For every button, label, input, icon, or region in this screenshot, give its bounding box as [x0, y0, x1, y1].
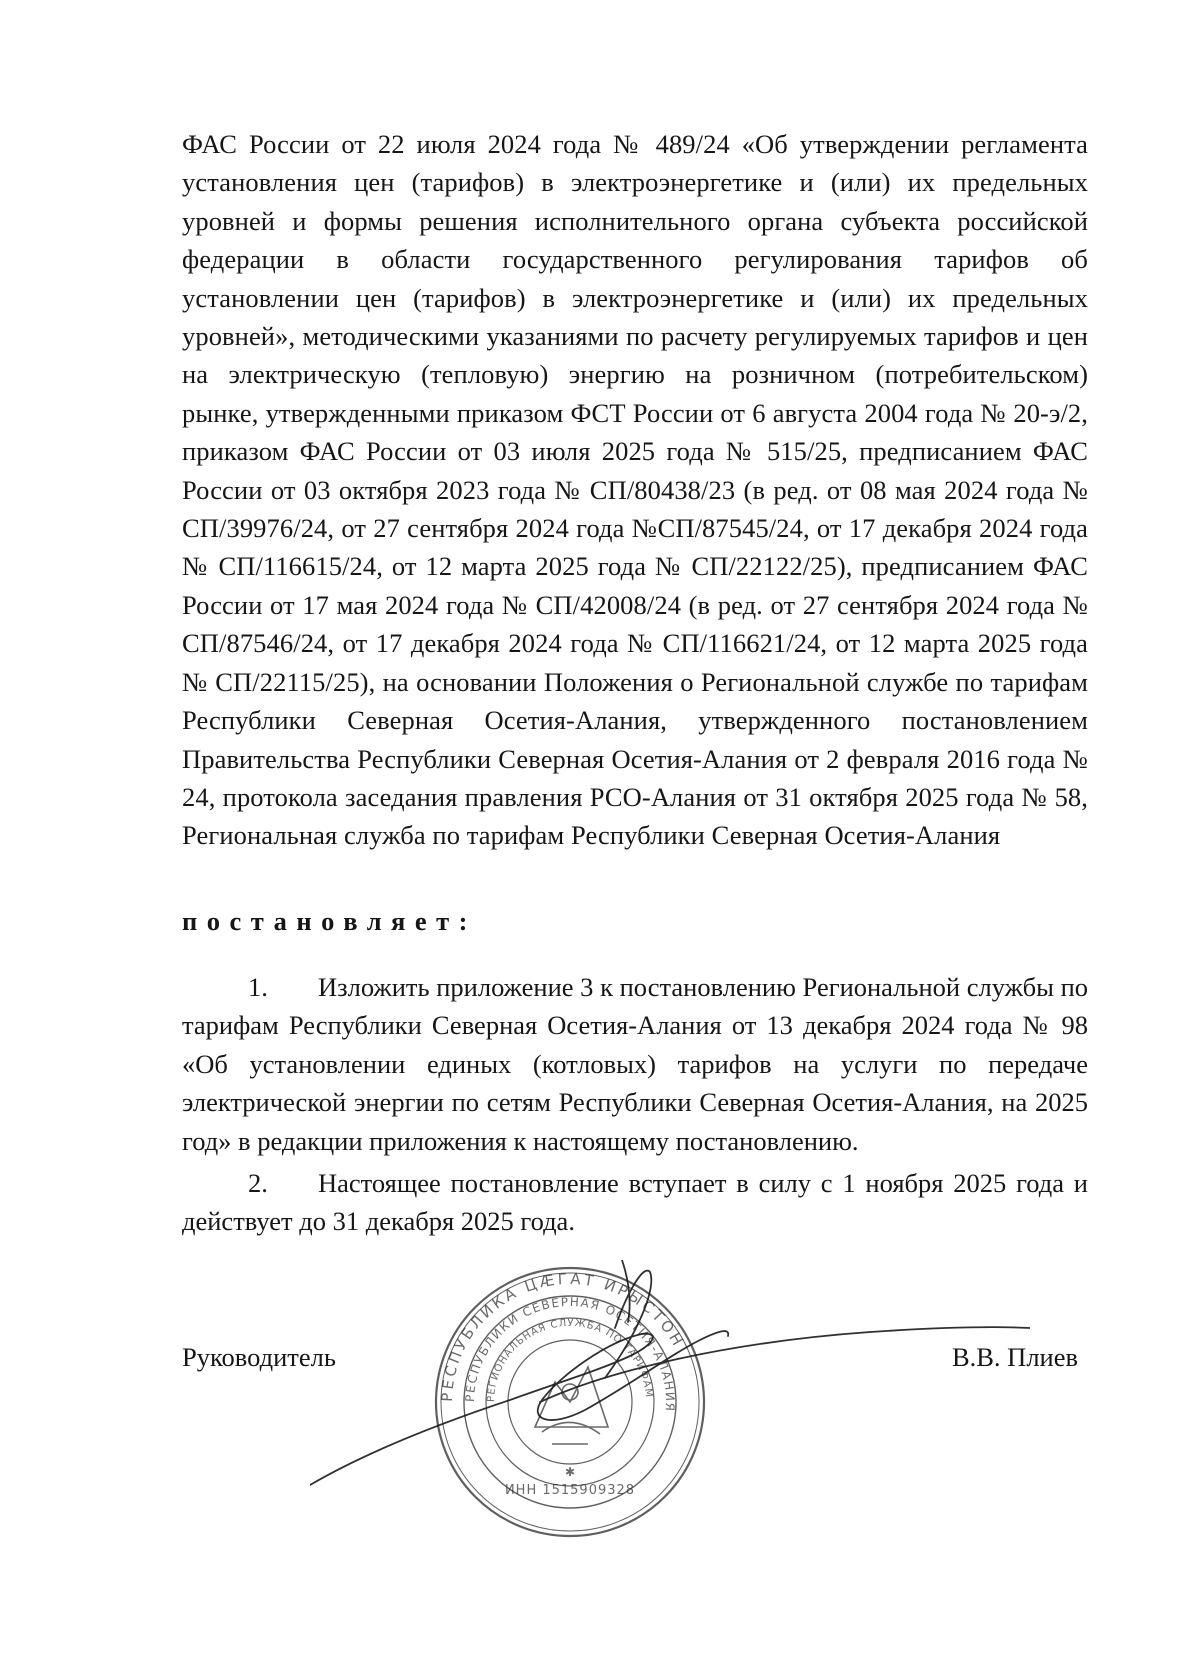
decree-word: постановляет: — [182, 906, 477, 936]
stamp-inner-text: РЕГИОНАЛЬНАЯ СЛУЖБА ПО ТАРИФАМ — [485, 1317, 655, 1403]
item-text: Настоящее постановление вступает в силу с 1 ноября 2025 года и действует до 31 декабря 2025 года. — [182, 1168, 1088, 1237]
list-item — [182, 968, 1088, 1160]
item-number: 2. — [248, 1168, 268, 1198]
signatory-title: Руководитель — [182, 1342, 336, 1372]
stamp-middle-text: РЕСПУБЛИКИ СЕВЕРНАЯ ОСЕТИЯ-АЛАНИЯ — [462, 1294, 678, 1413]
list-item — [182, 1164, 1088, 1241]
handwritten-signature — [310, 1260, 1030, 1540]
item-text: Изложить приложение 3 к постановлению Региональной службы по тарифам Республики Северная Осетия-Алания от 13 декабря 2024 года № 98 «Об установлении единых (котловых) тарифов на услуги по передаче электрической энергии по сетям Республики Северная Осетия-Алания, на 2025 год» в редакции приложения к настоящему постановлению. — [182, 972, 1088, 1156]
item-number: 1. — [248, 972, 268, 1002]
stamp-outer-text: РЕСПУБЛИКА ЦÆГАТ ИРЫСТОН — [437, 1269, 688, 1403]
stamp-inn: ИНН 1515909328 — [504, 1483, 636, 1498]
star-icon: ✱ — [564, 1465, 576, 1479]
signatory-name: В.В. Плиев — [951, 1342, 1078, 1372]
preamble-paragraph: ФАС России от 22 июля 2024 года № 489/24 «Об утверждении регламента установления цен (тарифов) в электроэнергетике и (или) их предельных уровней и формы решения исполнительного органа субъекта российской федерации в области государственного регулирования тарифов об установлении цен (тарифов) в электроэнергетике и (или) их предельных уровней», методическими указаниями по расчету регулируемых тарифов и цен на электрическую (тепловую) энергию на розничном (потребительском) рынке, утвержденными приказом ФСТ России от 6 августа 2004 года № 20-э/2, приказом ФАС России от 03 июля 2025 года № 515/25, предписанием ФАС России от 03 октября 2023 года № СП/80438/23 (в ред. от 08 мая 2024 года № СП/39976/24, от 27 сентября 2024 года №СП/87545/24, от 17 декабря 2024 года № СП/116615/24, от 12 марта 2025 года № СП/22122/25), предписанием ФАС России от 17 мая 2024 года № СП/42008/24 (в ред. от 27 сентября 2024 года № СП/87546/24, от 17 декабря 2024 года № СП/116621/24, от 12 марта 2025 года № СП/22115/25), на основании Положения о Региональной службе по тарифам Республики Северная Осетия-Алания, утвержденного постановлением Правительства Республики Северная Осетия-Алания от 2 февраля 2016 года № 24, протокола заседания правления РСО-Алания от 31 октября 2025 года № 58, Региональная служба по тарифам Республики Северная Осетия-Алания — [182, 129, 1088, 851]
